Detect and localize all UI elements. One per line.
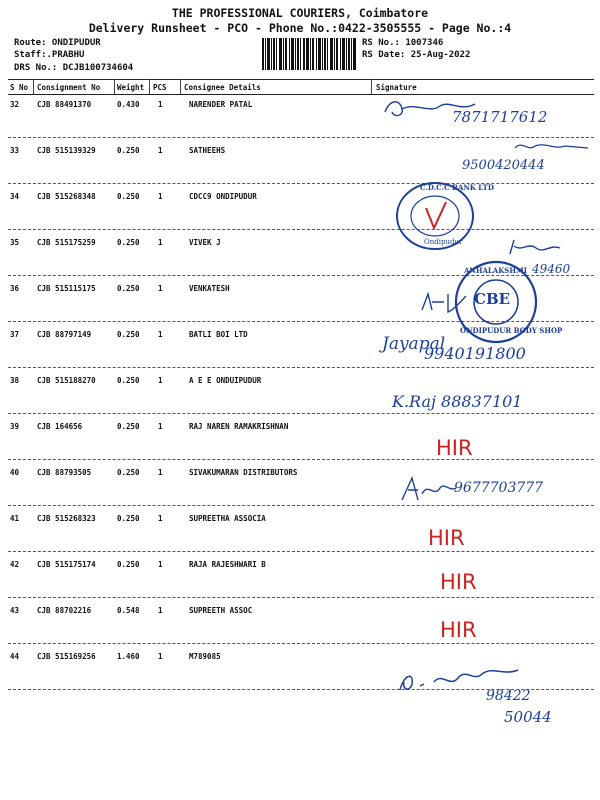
- row-consignment: CJB 88491370: [37, 100, 92, 109]
- row-separator: [8, 413, 594, 414]
- row-consignment: CJB 515169256: [37, 652, 96, 661]
- row-pcs: 1: [158, 468, 163, 477]
- row-consignee: RAJA RAJESHWARI B: [189, 560, 266, 569]
- handwriting-37-phone: 9940191800: [424, 344, 526, 363]
- table-top-rule: [8, 79, 594, 80]
- row-separator: [8, 505, 594, 506]
- row-consignment: CJB 88793505: [37, 468, 92, 477]
- staff-label: Staff:.PRABHU: [14, 50, 85, 60]
- row-separator: [8, 367, 594, 368]
- row-sno: 34: [10, 192, 20, 201]
- row-weight: 0.250: [117, 284, 140, 293]
- company-title: THE PROFESSIONAL COURIERS, Coimbatore: [171, 6, 429, 20]
- row-consignee: SUPREETH ASSOC: [189, 606, 253, 615]
- handwriting-41: HIR: [428, 526, 465, 550]
- col-sno: S No: [10, 83, 29, 92]
- row-pcs: 1: [158, 560, 163, 569]
- col-weight: Weight: [117, 83, 145, 92]
- col-divider: [180, 79, 181, 94]
- row-sno: 33: [10, 146, 20, 155]
- col-pcs: PCS: [153, 83, 167, 92]
- handwriting-32: 7871717612: [452, 108, 548, 126]
- col-consignee: Consignee Details: [184, 83, 261, 92]
- signature-36: [418, 290, 468, 316]
- row-sno: 40: [10, 468, 20, 477]
- bank-stamp-bottom: Ondipudur: [424, 238, 463, 246]
- row-separator: [8, 137, 594, 138]
- col-divider: [33, 79, 34, 94]
- signature-35: [506, 236, 562, 258]
- row-separator: [8, 597, 594, 598]
- row-pcs: 1: [158, 192, 163, 201]
- shop-stamp-bottom: ONDIPUDUR BODY SHOP: [460, 326, 563, 335]
- row-consignment: CJB 515268348: [37, 192, 96, 201]
- rs-date: RS Date: 25-Aug-2022: [362, 50, 471, 60]
- row-consignee: SIVAKUMARAN DISTRIBUTORS: [189, 468, 298, 477]
- rs-number: RS No.: 1007346: [362, 38, 444, 48]
- row-weight: 0.250: [117, 514, 140, 523]
- row-sno: 44: [10, 652, 20, 661]
- row-consignment: CJB 515188270: [37, 376, 96, 385]
- row-consignee: SATHEEHS: [189, 146, 226, 155]
- handwriting-43: HIR: [440, 618, 477, 642]
- row-weight: 0.250: [117, 330, 140, 339]
- bank-stamp-top: C.D.C.C BANK LTD: [420, 183, 494, 192]
- row-pcs: 1: [158, 422, 163, 431]
- barcode-image: [262, 38, 356, 70]
- row-weight: 0.250: [117, 468, 140, 477]
- row-sno: 32: [10, 100, 20, 109]
- col-divider: [114, 79, 115, 94]
- row-consignment: CJB 515139329: [37, 146, 96, 155]
- row-consignment: CJB 515115175: [37, 284, 96, 293]
- signature-40: [398, 474, 458, 504]
- row-consignee: NARENDER PATAL: [189, 100, 253, 109]
- row-consignment: CJB 88797149: [37, 330, 92, 339]
- col-divider: [371, 79, 372, 94]
- handwriting-38: K.Raj 88837101: [392, 392, 523, 411]
- row-weight: 0.430: [117, 100, 140, 109]
- handwriting-44-a: 98422: [486, 688, 531, 704]
- row-consignee: SUPREETHA ASSOCIA: [189, 514, 266, 523]
- row-pcs: 1: [158, 238, 163, 247]
- row-pcs: 1: [158, 146, 163, 155]
- col-divider: [149, 79, 150, 94]
- row-consignment: CJB 164656: [37, 422, 83, 431]
- row-sno: 36: [10, 284, 20, 293]
- row-consignee: M789085: [189, 652, 221, 661]
- row-sno: 37: [10, 330, 20, 339]
- row-weight: 0.548: [117, 606, 140, 615]
- handwriting-44-b: 50044: [504, 708, 552, 726]
- row-consignment: CJB 515175174: [37, 560, 96, 569]
- row-sno: 38: [10, 376, 20, 385]
- row-sno: 41: [10, 514, 20, 523]
- row-pcs: 1: [158, 376, 163, 385]
- row-consignee: BATLI BOI LTD: [189, 330, 248, 339]
- col-consignment: Consignment No: [37, 83, 101, 92]
- row-pcs: 1: [158, 284, 163, 293]
- row-consignment: CJB 515268323: [37, 514, 96, 523]
- handwriting-35: 49460: [532, 262, 571, 276]
- row-separator: [8, 459, 594, 460]
- row-consignee: A E E ONDUIPUDUR: [189, 376, 262, 385]
- handwriting-40: 9677703777: [454, 480, 544, 496]
- handwriting-39: HIR: [436, 436, 473, 460]
- row-pcs: 1: [158, 606, 163, 615]
- handwriting-33: 9500420444: [462, 158, 545, 173]
- row-sno: 43: [10, 606, 20, 615]
- row-pcs: 1: [158, 514, 163, 523]
- signature-33: [510, 138, 590, 158]
- row-sno: 39: [10, 422, 20, 431]
- row-consignment: CJB 88702216: [37, 606, 92, 615]
- row-weight: 0.250: [117, 192, 140, 201]
- row-pcs: 1: [158, 100, 163, 109]
- route-label: Route: ONDIPUDUR: [14, 38, 101, 48]
- row-weight: 1.460: [117, 652, 140, 661]
- row-separator: [8, 183, 594, 184]
- row-weight: 0.250: [117, 376, 140, 385]
- row-consignee: CDCC9 ONDIPUDUR: [189, 192, 257, 201]
- row-separator: [8, 551, 594, 552]
- runsheet-subtitle: Delivery Runsheet - PCO - Phone No.:0422-3505555 - Page No.:4: [88, 21, 512, 35]
- shop-stamp-center: CBE: [474, 290, 511, 308]
- header-bottom-rule: [8, 94, 594, 95]
- row-consignment: CJB 515175259: [37, 238, 96, 247]
- handwriting-37-name: Jayapal: [382, 334, 446, 354]
- row-separator: [8, 643, 594, 644]
- row-sno: 42: [10, 560, 20, 569]
- row-weight: 0.250: [117, 560, 140, 569]
- drs-number: DRS No.: DCJB100734604: [14, 63, 134, 73]
- row-sno: 35: [10, 238, 20, 247]
- row-pcs: 1: [158, 652, 163, 661]
- row-consignee: VIVEK J: [189, 238, 221, 247]
- row-weight: 0.250: [117, 146, 140, 155]
- handwriting-42: HIR: [440, 570, 477, 594]
- row-weight: 0.250: [117, 238, 140, 247]
- shop-stamp-top: ANHALAKSHMI: [464, 266, 528, 275]
- row-pcs: 1: [158, 330, 163, 339]
- row-consignee: RAJ NAREN RAMAKRISHNAN: [189, 422, 289, 431]
- col-signature: Signature: [376, 83, 417, 92]
- row-consignee: VENKATESH: [189, 284, 230, 293]
- row-weight: 0.250: [117, 422, 140, 431]
- row-separator: [8, 229, 594, 230]
